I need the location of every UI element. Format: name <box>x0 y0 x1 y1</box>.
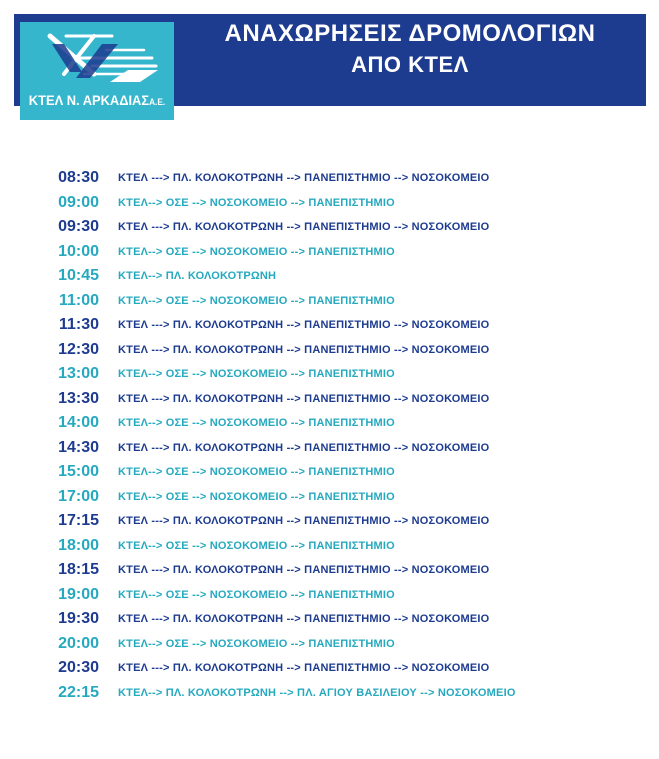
ktel-logo <box>20 22 174 120</box>
title-line-1: ΑΝΑΧΩΡΗΣΕΙΣ ΔΡΟΜΟΛΟΓΙΩΝ <box>224 20 596 47</box>
departure-route: ΚΤΕΛ ---> ΠΛ. ΚΟΛΟΚΟΤΡΩΝΗ --> ΠΑΝΕΠΙΣΤΗΜΙΟ --> ΝΟΣΟΚΟΜΕΙΟ <box>118 564 490 576</box>
departure-row <box>0 583 659 607</box>
departure-row <box>0 607 659 631</box>
departure-route: ΚΤΕΛ ---> ΠΛ. ΚΟΛΟΚΟΤΡΩΝΗ --> ΠΑΝΕΠΙΣΤΗΜΙΟ --> ΝΟΣΟΚΟΜΕΙΟ <box>118 343 490 356</box>
departure-route: ΚΤΕΛ--> ΠΛ. ΚΟΛΟΚΟΤΡΩΝΗ --> ΠΛ. ΑΓΙΟΥ ΒΑΣΙΛΕΙΟΥ --> ΝΟΣΟΚΟΜΕΙΟ <box>118 686 516 699</box>
departure-row <box>0 509 659 533</box>
departure-route: ΚΤΕΛ--> ΟΣΕ --> ΝΟΣΟΚΟΜΕΙΟ --> ΠΑΝΕΠΙΣΤΗΜΙΟ <box>118 245 395 258</box>
departure-time: 09:00 <box>58 193 99 211</box>
departure-time: 18:00 <box>58 536 99 554</box>
departure-row <box>0 485 659 509</box>
departure-route: ΚΤΕΛ ---> ΠΛ. ΚΟΛΟΚΟΤΡΩΝΗ --> ΠΑΝΕΠΙΣΤΗΜΙΟ --> ΝΟΣΟΚΟΜΕΙΟ <box>118 662 490 674</box>
departure-row <box>0 681 659 705</box>
departure-time: 11:30 <box>58 316 99 333</box>
logo-text <box>26 92 168 108</box>
departure-route: ΚΤΕΛ--> ΟΣΕ --> ΝΟΣΟΚΟΜΕΙΟ --> ΠΑΝΕΠΙΣΤΗΜΙΟ <box>118 539 395 552</box>
departure-row <box>0 191 659 215</box>
departure-route: ΚΤΕΛ ---> ΠΛ. ΚΟΛΟΚΟΤΡΩΝΗ --> ΠΑΝΕΠΙΣΤΗΜΙΟ --> ΝΟΣΟΚΟΜΕΙΟ <box>118 221 490 233</box>
departure-route: ΚΤΕΛ ---> ΠΛ. ΚΟΛΟΚΟΤΡΩΝΗ --> ΠΑΝΕΠΙΣΤΗΜΙΟ --> ΝΟΣΟΚΟΜΕΙΟ <box>118 392 490 405</box>
departure-route: ΚΤΕΛ ---> ΠΛ. ΚΟΛΟΚΟΤΡΩΝΗ --> ΠΑΝΕΠΙΣΤΗΜΙΟ --> ΝΟΣΟΚΟΜΕΙΟ <box>118 319 490 331</box>
departure-row <box>0 362 659 386</box>
departure-time: 14:30 <box>58 438 99 456</box>
departure-row <box>0 264 659 288</box>
departure-row <box>0 338 659 362</box>
logo-text-main: ΚΤΕΛ Ν. ΑΡΚΑΔΙΑΣ <box>28 92 150 108</box>
departure-route: ΚΤΕΛ ---> ΠΛ. ΚΟΛΟΚΟΤΡΩΝΗ --> ΠΑΝΕΠΙΣΤΗΜΙΟ --> ΝΟΣΟΚΟΜΕΙΟ <box>118 441 490 454</box>
departure-route: ΚΤΕΛ ---> ΠΛ. ΚΟΛΟΚΟΤΡΩΝΗ --> ΠΑΝΕΠΙΣΤΗΜΙΟ --> ΝΟΣΟΚΟΜΕΙΟ <box>118 172 490 184</box>
departure-row <box>0 534 659 558</box>
departure-time: 13:00 <box>58 365 99 382</box>
departure-route: ΚΤΕΛ--> ΟΣΕ --> ΝΟΣΟΚΟΜΕΙΟ --> ΠΑΝΕΠΙΣΤΗΜΙΟ <box>118 196 395 209</box>
departure-time: 22:15 <box>58 683 99 701</box>
departure-row <box>0 387 659 411</box>
departure-route: ΚΤΕΛ--> ΠΛ. ΚΟΛΟΚΟΤΡΩΝΗ <box>118 270 277 282</box>
logo-text-suffix: Α.Ε. <box>149 97 166 107</box>
departure-time: 17:15 <box>58 512 99 529</box>
departure-row <box>0 558 659 582</box>
departure-time: 08:30 <box>58 169 99 186</box>
departure-row <box>0 240 659 264</box>
departure-route: ΚΤΕΛ--> ΟΣΕ --> ΝΟΣΟΚΟΜΕΙΟ --> ΠΑΝΕΠΙΣΤΗΜΙΟ <box>118 637 395 650</box>
departure-route: ΚΤΕΛ--> ΟΣΕ --> ΝΟΣΟΚΟΜΕΙΟ --> ΠΑΝΕΠΙΣΤΗΜΙΟ <box>118 417 395 429</box>
departure-row <box>0 656 659 680</box>
title-line-2: ΑΠΟ ΚΤΕΛ <box>351 52 469 77</box>
departure-time: 14:00 <box>58 414 99 431</box>
departure-row <box>0 632 659 656</box>
departure-route: ΚΤΕΛ--> ΟΣΕ --> ΝΟΣΟΚΟΜΕΙΟ --> ΠΑΝΕΠΙΣΤΗΜΙΟ <box>118 294 395 307</box>
departure-row <box>0 313 659 337</box>
departure-row <box>0 289 659 313</box>
departure-time: 13:30 <box>58 389 99 407</box>
departure-time: 20:30 <box>58 659 99 676</box>
departure-time: 10:00 <box>58 242 99 260</box>
departure-time: 11:00 <box>58 291 99 309</box>
departure-row <box>0 166 659 190</box>
departure-row <box>0 460 659 484</box>
departure-time: 18:15 <box>58 561 99 578</box>
departure-route: ΚΤΕΛ--> ΟΣΕ --> ΝΟΣΟΚΟΜΕΙΟ --> ΠΑΝΕΠΙΣΤΗΜΙΟ <box>118 588 395 601</box>
departure-time: 17:00 <box>58 487 99 505</box>
departure-route: ΚΤΕΛ--> ΟΣΕ --> ΝΟΣΟΚΟΜΕΙΟ --> ΠΑΝΕΠΙΣΤΗΜΙΟ <box>118 490 395 503</box>
departure-time: 19:00 <box>58 585 99 603</box>
departure-route: ΚΤΕΛ--> ΟΣΕ --> ΝΟΣΟΚΟΜΕΙΟ --> ΠΑΝΕΠΙΣΤΗΜΙΟ <box>118 466 395 478</box>
departure-time: 19:30 <box>58 610 99 627</box>
departure-time: 10:45 <box>58 267 99 284</box>
logo-graphic-icon <box>32 28 162 90</box>
departure-time: 12:30 <box>58 340 99 358</box>
departure-time: 15:00 <box>58 463 99 480</box>
departure-route: ΚΤΕΛ--> ΟΣΕ --> ΝΟΣΟΚΟΜΕΙΟ --> ΠΑΝΕΠΙΣΤΗΜΙΟ <box>118 368 395 380</box>
departure-route: ΚΤΕΛ ---> ΠΛ. ΚΟΛΟΚΟΤΡΩΝΗ --> ΠΑΝΕΠΙΣΤΗΜΙΟ --> ΝΟΣΟΚΟΜΕΙΟ <box>118 515 490 527</box>
departure-time: 20:00 <box>58 634 99 652</box>
departure-row <box>0 411 659 435</box>
departure-row <box>0 436 659 460</box>
departure-row <box>0 215 659 239</box>
page-title <box>190 20 630 80</box>
departure-time: 09:30 <box>58 218 99 235</box>
departure-route: ΚΤΕΛ ---> ΠΛ. ΚΟΛΟΚΟΤΡΩΝΗ --> ΠΑΝΕΠΙΣΤΗΜΙΟ --> ΝΟΣΟΚΟΜΕΙΟ <box>118 613 490 625</box>
